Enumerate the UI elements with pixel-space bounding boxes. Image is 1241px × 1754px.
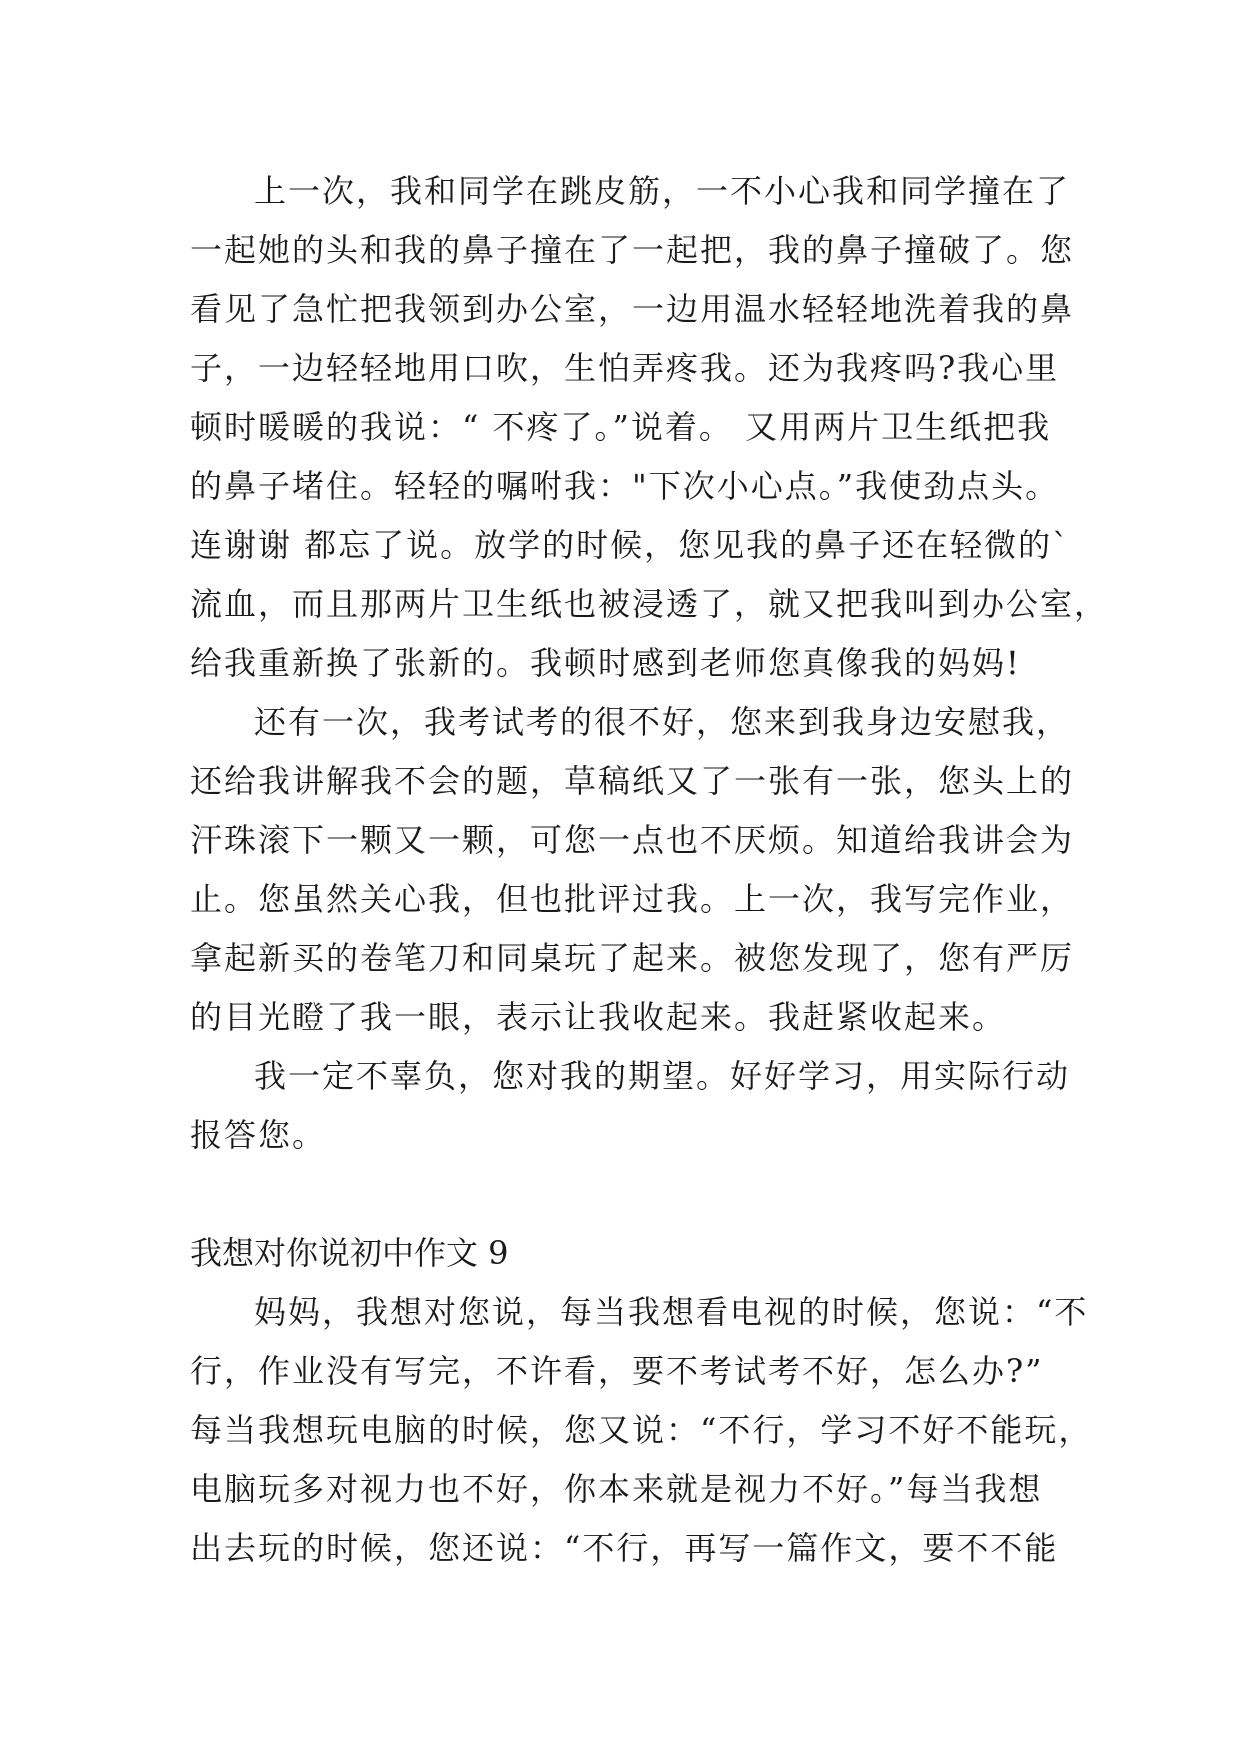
text-line: 子，一边轻轻地用口吹，生怕弄疼我。还为我疼吗?我心里 xyxy=(190,349,1060,387)
text-line: 还有一次，我考试考的很不好，您来到我身边安慰我， xyxy=(254,703,1071,741)
text-line: 的鼻子堵住。轻轻的嘱咐我："下次小心点。”我使劲点头。 xyxy=(190,467,1060,505)
text-line: 电脑玩多对视力也不好，你本来就是视力不好。”每当我想 xyxy=(190,1470,1043,1508)
text-line: 顿时暖暖的我说：“ 不疼了。”说着。 又用两片卫生纸把我 xyxy=(190,408,1052,446)
text-line: 的目光瞪了我一眼，表示让我收起来。我赶紧收起来。 xyxy=(190,998,1007,1036)
text-line: 妈妈，我想对您说，每当我想看电视的时候，您说：“不 xyxy=(254,1293,1089,1331)
paragraph xyxy=(190,693,1075,1047)
text-line: 拿起新买的卷笔刀和同桌玩了起来。被您发现了，您有严厉 xyxy=(190,939,1075,977)
text-line: 上一次，我和同学在跳皮筋，一不小心我和同学撞在了 xyxy=(254,172,1071,210)
text-line: 止。您虽然关心我，但也批评过我。上一次，我写完作业， xyxy=(190,880,1075,918)
blank-line xyxy=(190,1165,1070,1224)
paragraph xyxy=(190,1047,1070,1165)
text-line: 汗珠滚下一颗又一颗，可您一点也不厌烦。知道给我讲会为 xyxy=(190,821,1075,859)
text-line: 给我重新换了张新的。我顿时感到老师您真像我的妈妈! xyxy=(190,644,1021,682)
text-line: 行，作业没有写完，不许看，要不考试考不好，怎么办?” xyxy=(190,1352,1044,1390)
text-line: 一起她的头和我的鼻子撞在了一起把，我的鼻子撞破了。您 xyxy=(190,231,1075,269)
text-line: 还给我讲解我不会的题，草稿纸又了一张有一张，您头上的 xyxy=(190,762,1075,800)
text-line: 出去玩的时候，您还说：“不行，再写一篇作文，要不不能 xyxy=(190,1529,1059,1567)
text-line: 看见了急忙把我领到办公室，一边用温水轻轻地洗着我的鼻 xyxy=(190,290,1075,328)
section-title: 我想对你说初中作文 9 xyxy=(190,1234,509,1272)
paragraph xyxy=(190,162,1109,693)
paragraph xyxy=(190,1283,1093,1578)
text-line: 连谢谢 都忘了说。放学的时候，您见我的鼻子还在轻微的` xyxy=(190,526,1071,564)
text-line: 每当我想玩电脑的时候，您又说：“不行，学习不好不能玩， xyxy=(190,1411,1093,1449)
text-line: 我一定不辜负，您对我的期望。好好学习，用实际行动 xyxy=(254,1057,1071,1095)
document-body xyxy=(190,162,1109,1578)
text-line: 流血，而且那两片卫生纸也被浸透了，就又把我叫到办公室， xyxy=(190,585,1109,623)
text-line: 报答您。 xyxy=(190,1116,327,1154)
